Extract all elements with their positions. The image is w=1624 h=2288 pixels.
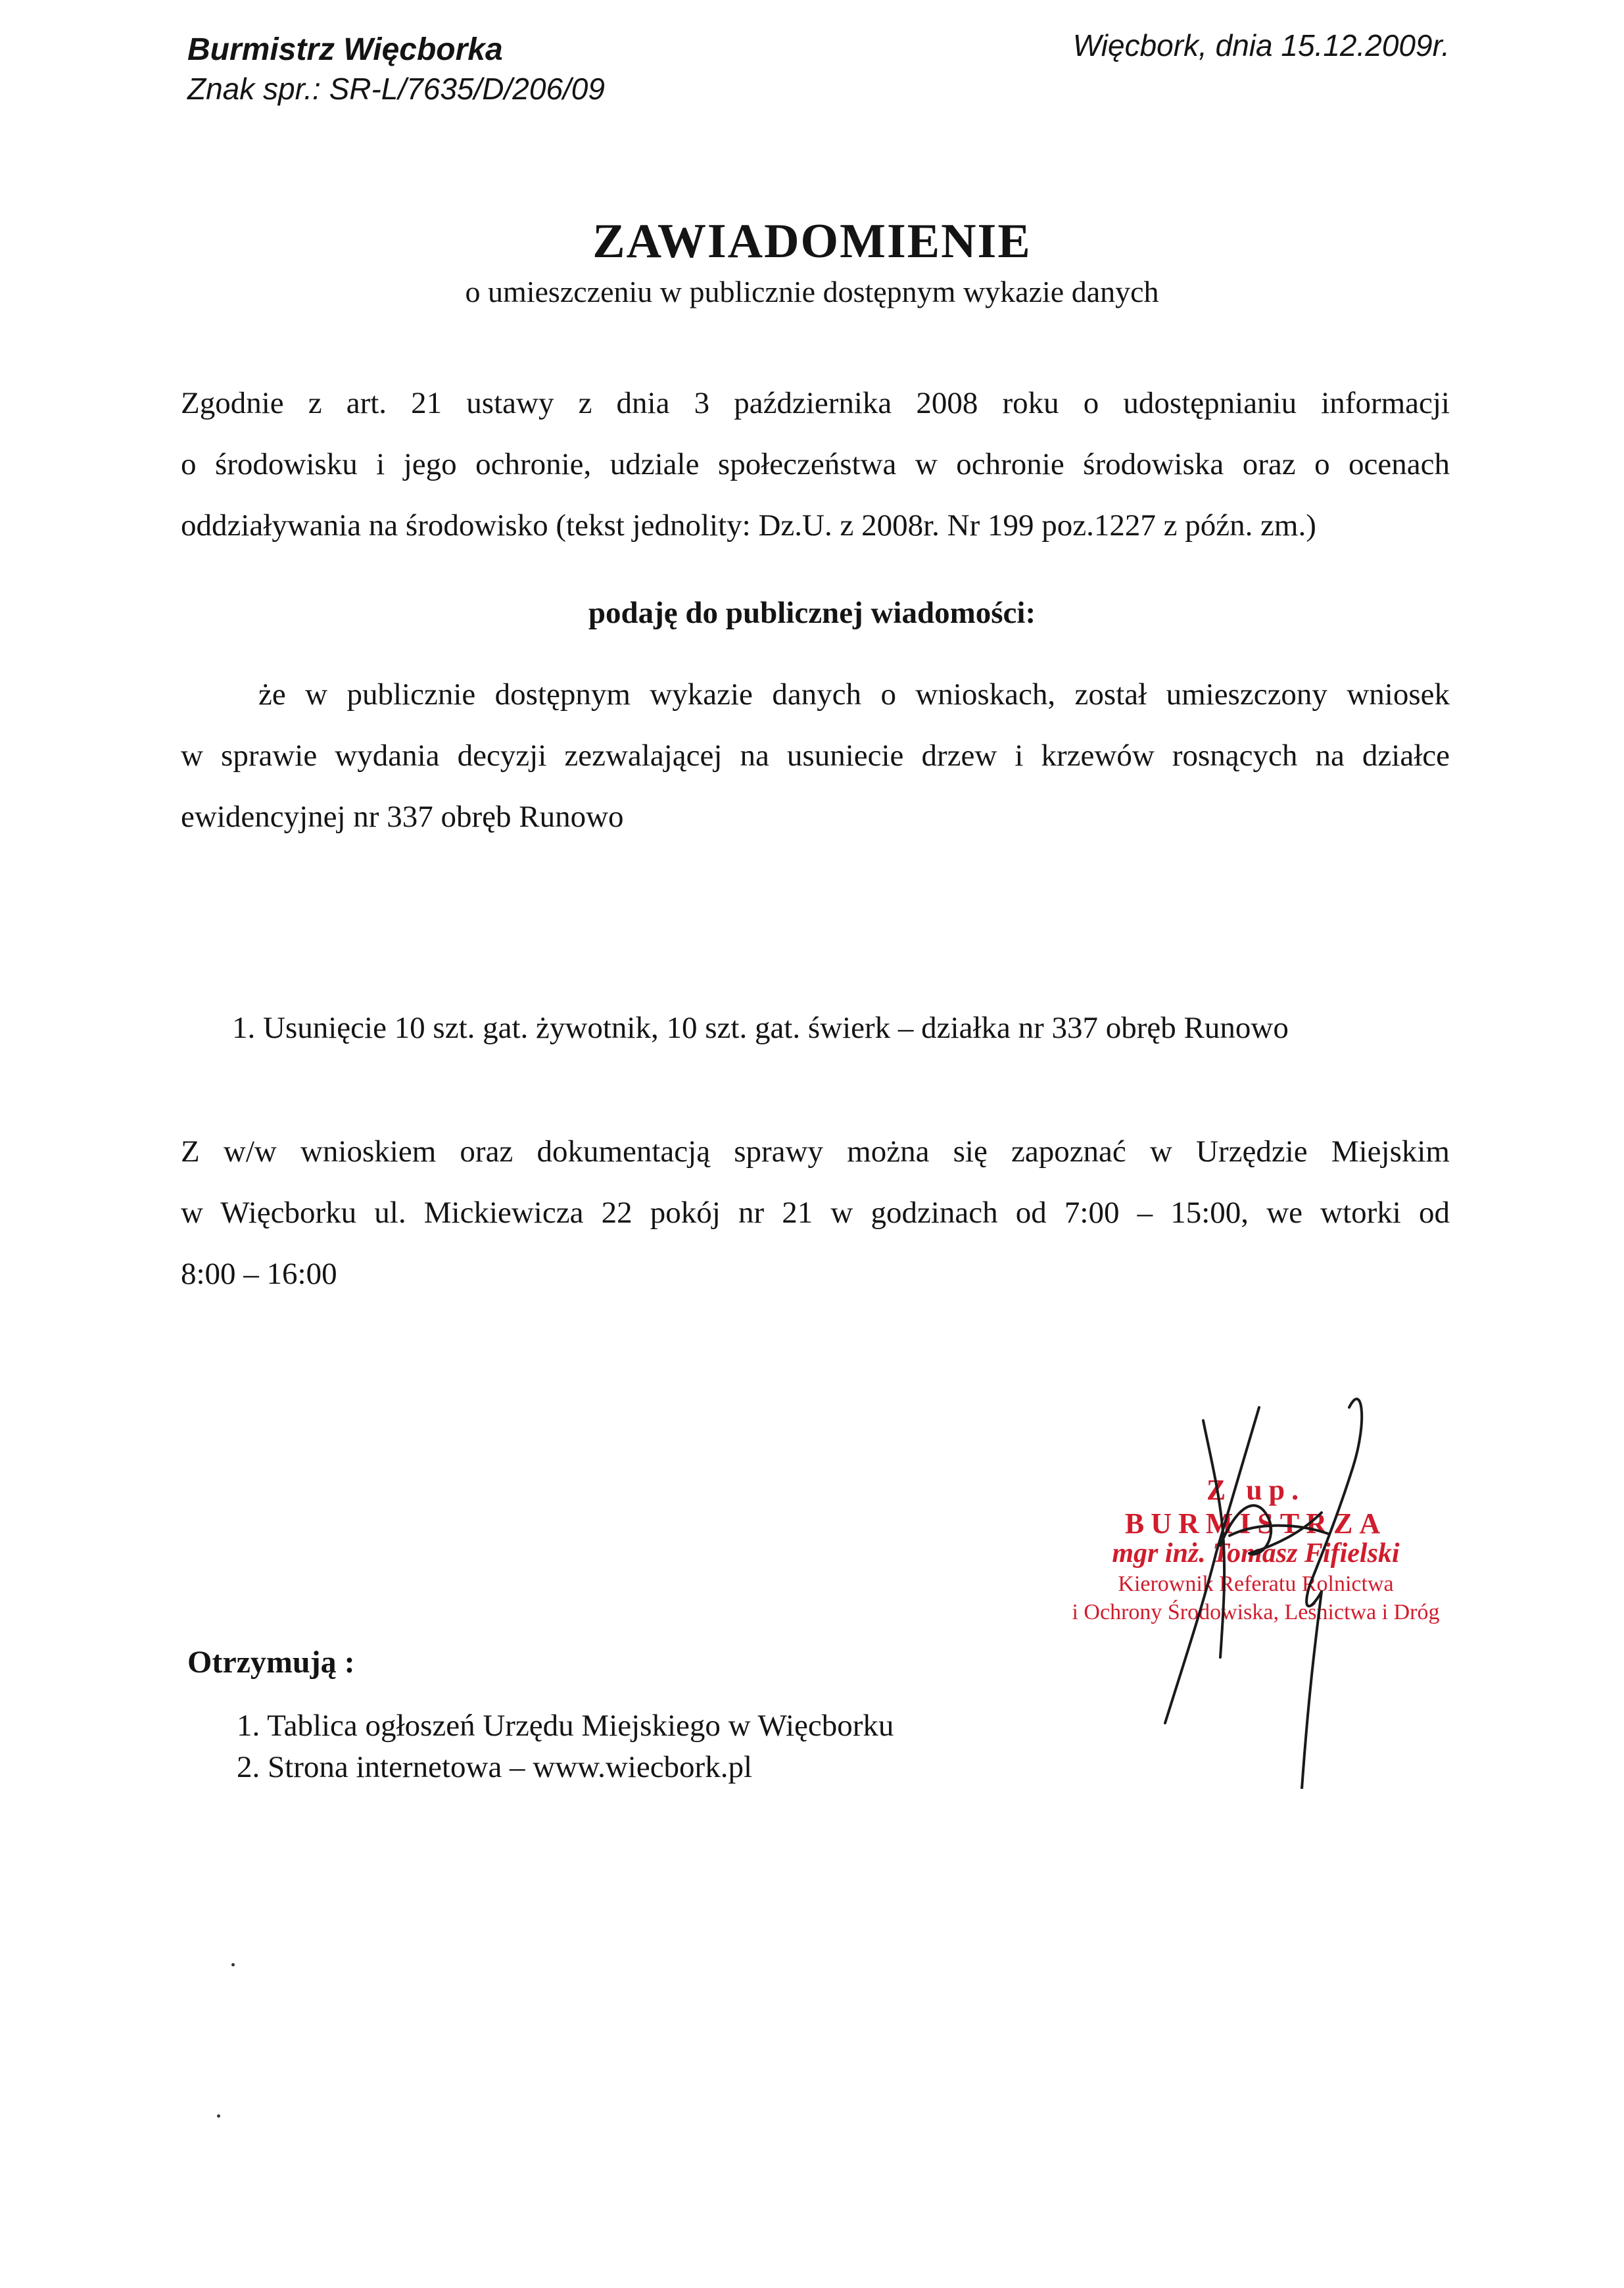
access-info-paragraph: [181, 1121, 1450, 1305]
stamp-signatory: mgr inż. Tomasz Fifielski: [1112, 1538, 1400, 1569]
notice-paragraph: [181, 664, 1450, 848]
scan-speck: [217, 2114, 220, 2118]
paragraph-line: w sprawie wydania decyzji zezwalającej na usuniecie drzew i krzewów rosnących na działce: [181, 739, 1450, 773]
document-title: ZAWIADOMIENIE: [592, 214, 1032, 268]
stamp-department: i Ochrony Środowiska, Leśnictwa i Dróg: [1072, 1600, 1440, 1624]
document-subtitle: o umieszczeniu w publicznie dostępnym wykazie danych: [465, 275, 1159, 308]
announcement-heading: podaję do publicznej wiadomości:: [588, 596, 1036, 630]
scan-speck: [231, 1963, 235, 1966]
recipient-item: 2. Strona internetowa – www.wiecbork.pl: [237, 1750, 753, 1784]
stamp-position: Kierownik Referatu Rolnictwa: [1118, 1572, 1394, 1596]
paragraph-line: Zgodnie z art. 21 ustawy z dnia 3 października 2008 roku o udostępnianiu informacji: [181, 386, 1450, 420]
recipients-heading: Otrzymują :: [187, 1645, 355, 1680]
list-item: 1. Usunięcie 10 szt. gat. żywotnik, 10 szt. gat. świerk – działka nr 337 obręb Runowo: [232, 1011, 1289, 1045]
recipient-item: 1. Tablica ogłoszeń Urzędu Miejskiego w Więcborku: [237, 1709, 894, 1743]
reference-number: Znak spr.: SR-L/7635/D/206/09: [187, 72, 605, 106]
paragraph-line: że w publicznie dostępnym wykazie danych o wnioskach, został umieszczony wniosek: [258, 677, 1450, 712]
issuer: Burmistrz Więcborka: [187, 32, 503, 67]
paragraph-line: Z w/w wnioskiem oraz dokumentacją sprawy można się zapoznać w Urzędzie Miejskim: [181, 1134, 1450, 1169]
paragraph-line: oddziaływania na środowisko (tekst jednolity: Dz.U. z 2008r. Nr 199 poz.1227 z późn. zm.): [181, 508, 1316, 543]
paragraph-line: o środowisku i jego ochronie, udziale społeczeństwa w ochronie środowiska oraz o ocenach: [181, 447, 1450, 481]
paragraph-line: ewidencyjnej nr 337 obręb Runowo: [181, 800, 624, 834]
paragraph-line: 8:00 – 16:00: [181, 1257, 337, 1291]
paragraph-line: w Więcborku ul. Mickiewicza 22 pokój nr 21 w godzinach od 7:00 – 15:00, we wtorki od: [181, 1196, 1450, 1230]
stamp-authority: Z up. BURMISTRZA: [1124, 1474, 1387, 1540]
place-date: Więcbork, dnia 15.12.2009r.: [1072, 28, 1450, 62]
signature-icon: [1105, 1381, 1446, 1789]
legal-basis-paragraph: [181, 373, 1450, 556]
